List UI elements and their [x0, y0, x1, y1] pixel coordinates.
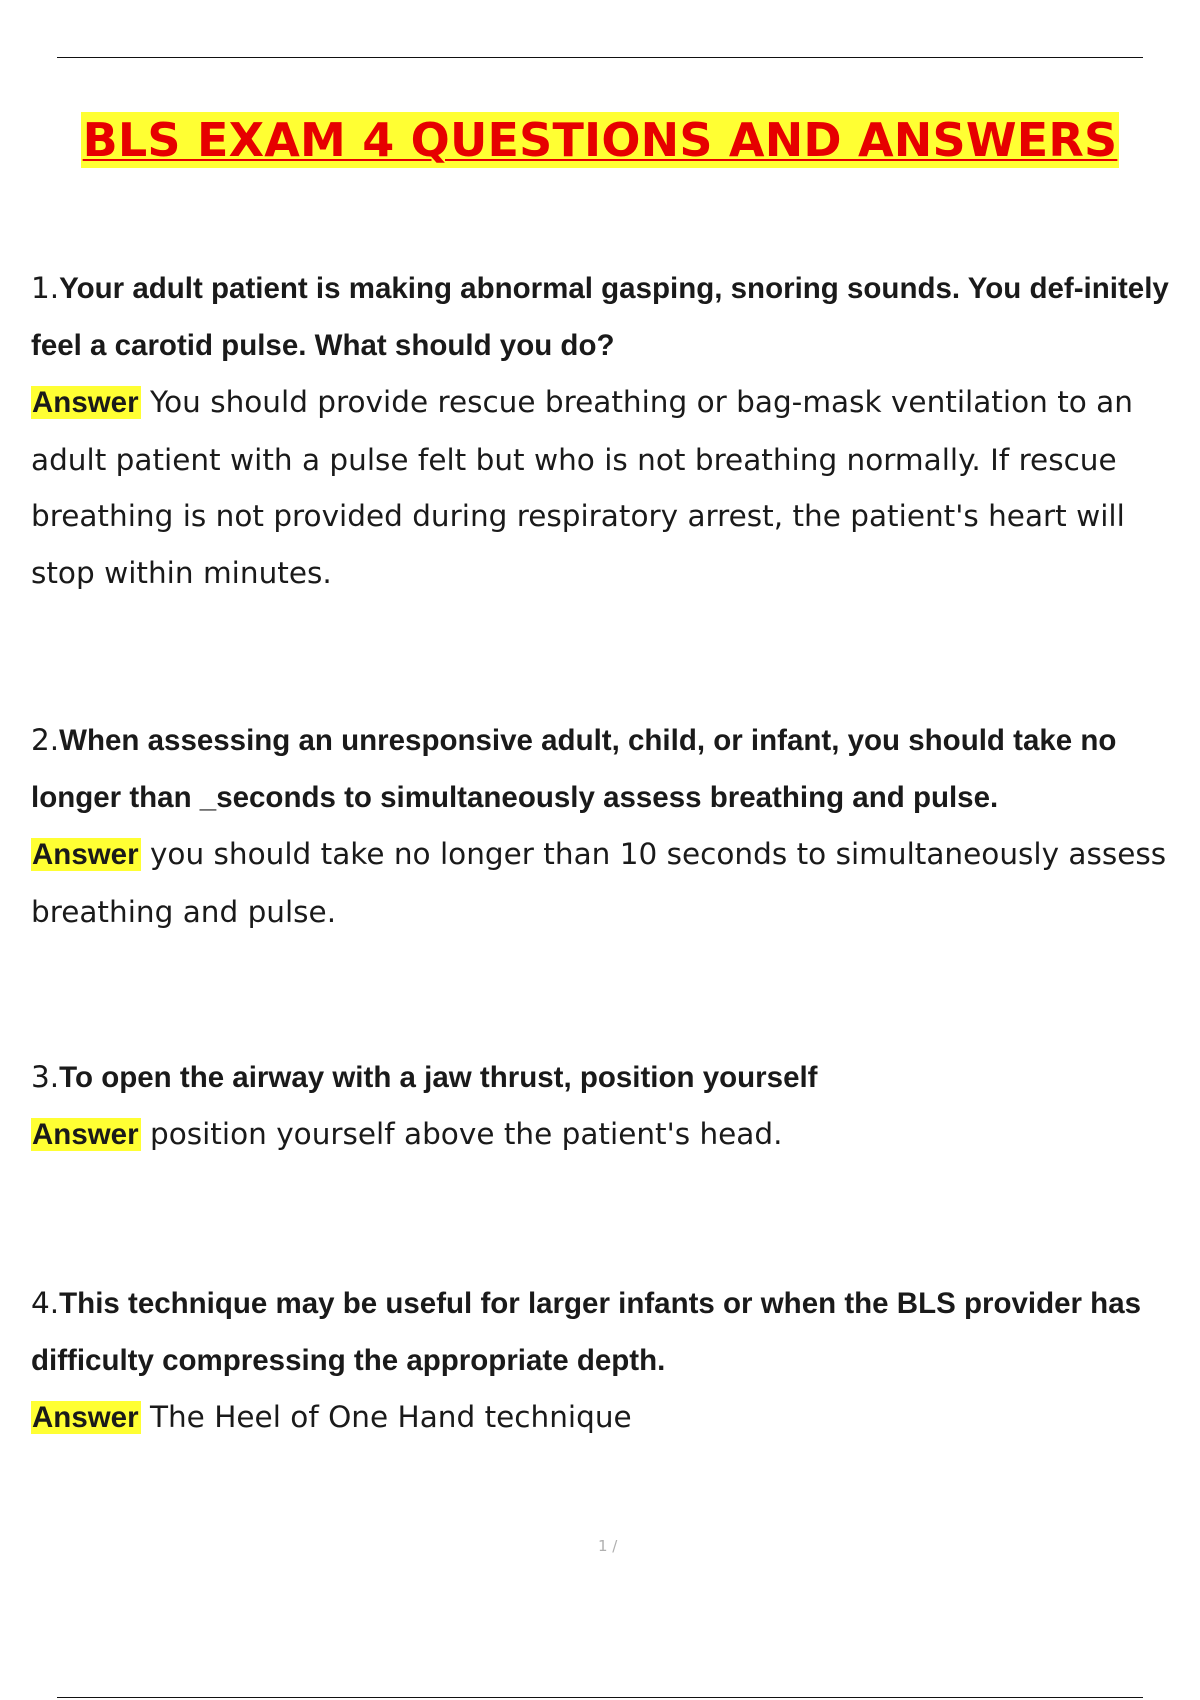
answer-label: Answer: [32, 1118, 139, 1151]
answer-body: position yourself above the patient's head.: [149, 1117, 783, 1151]
question-body: To open the airway with a jaw thrust, position yourself: [59, 1061, 818, 1094]
qa-item: [31, 260, 1191, 601]
question-text: [31, 712, 1191, 826]
question-body: When assessing an unresponsive adult, child, or infant, you should take no longer than _seconds to simultaneously assess breathing and pulse.: [31, 724, 1117, 814]
answer-text: [31, 374, 1191, 601]
answer-body: The Heel of One Hand technique: [149, 1400, 632, 1434]
title-container: [0, 112, 1200, 168]
answer-body: you should take no longer than 10 seconds to simultaneously assess breathing and pulse.: [31, 837, 1167, 929]
question-text: [31, 1049, 1191, 1106]
answer-label: Answer: [32, 1401, 139, 1434]
answer-text: [31, 1106, 1191, 1164]
document-title: BLS EXAM 4 QUESTIONS AND ANSWERS: [82, 113, 1118, 167]
qa-item: [31, 1275, 1191, 1447]
answer-label: Answer: [32, 386, 139, 419]
answer-text: [31, 1389, 1191, 1447]
question-body: This technique may be useful for larger infants or when the BLS provider has difficulty compressing the appropriate depth.: [31, 1287, 1142, 1377]
qa-item: [31, 712, 1191, 940]
bottom-divider: [57, 1697, 1143, 1698]
answer-text: [31, 826, 1191, 940]
qa-item: [31, 1049, 1191, 1164]
page-number: 1 /: [598, 1537, 618, 1555]
answer-body: You should provide rescue breathing or bag-mask ventilation to an adult patient with a pulse felt but who is not breathing normally. If rescue breathing is not provided during respiratory arrest, the patient's heart will stop within minutes.: [31, 385, 1133, 590]
question-number: 3.: [31, 1060, 60, 1094]
answer-label: Answer: [32, 838, 139, 871]
question-number: 2.: [31, 723, 60, 757]
question-number: 1.: [31, 271, 60, 305]
top-divider: [57, 57, 1143, 58]
question-text: [31, 260, 1191, 374]
question-number: 4.: [31, 1286, 60, 1320]
question-body: Your adult patient is making abnormal gasping, snoring sounds. You def-initely feel a carotid pulse. What should you do?: [31, 272, 1169, 362]
question-text: [31, 1275, 1191, 1389]
